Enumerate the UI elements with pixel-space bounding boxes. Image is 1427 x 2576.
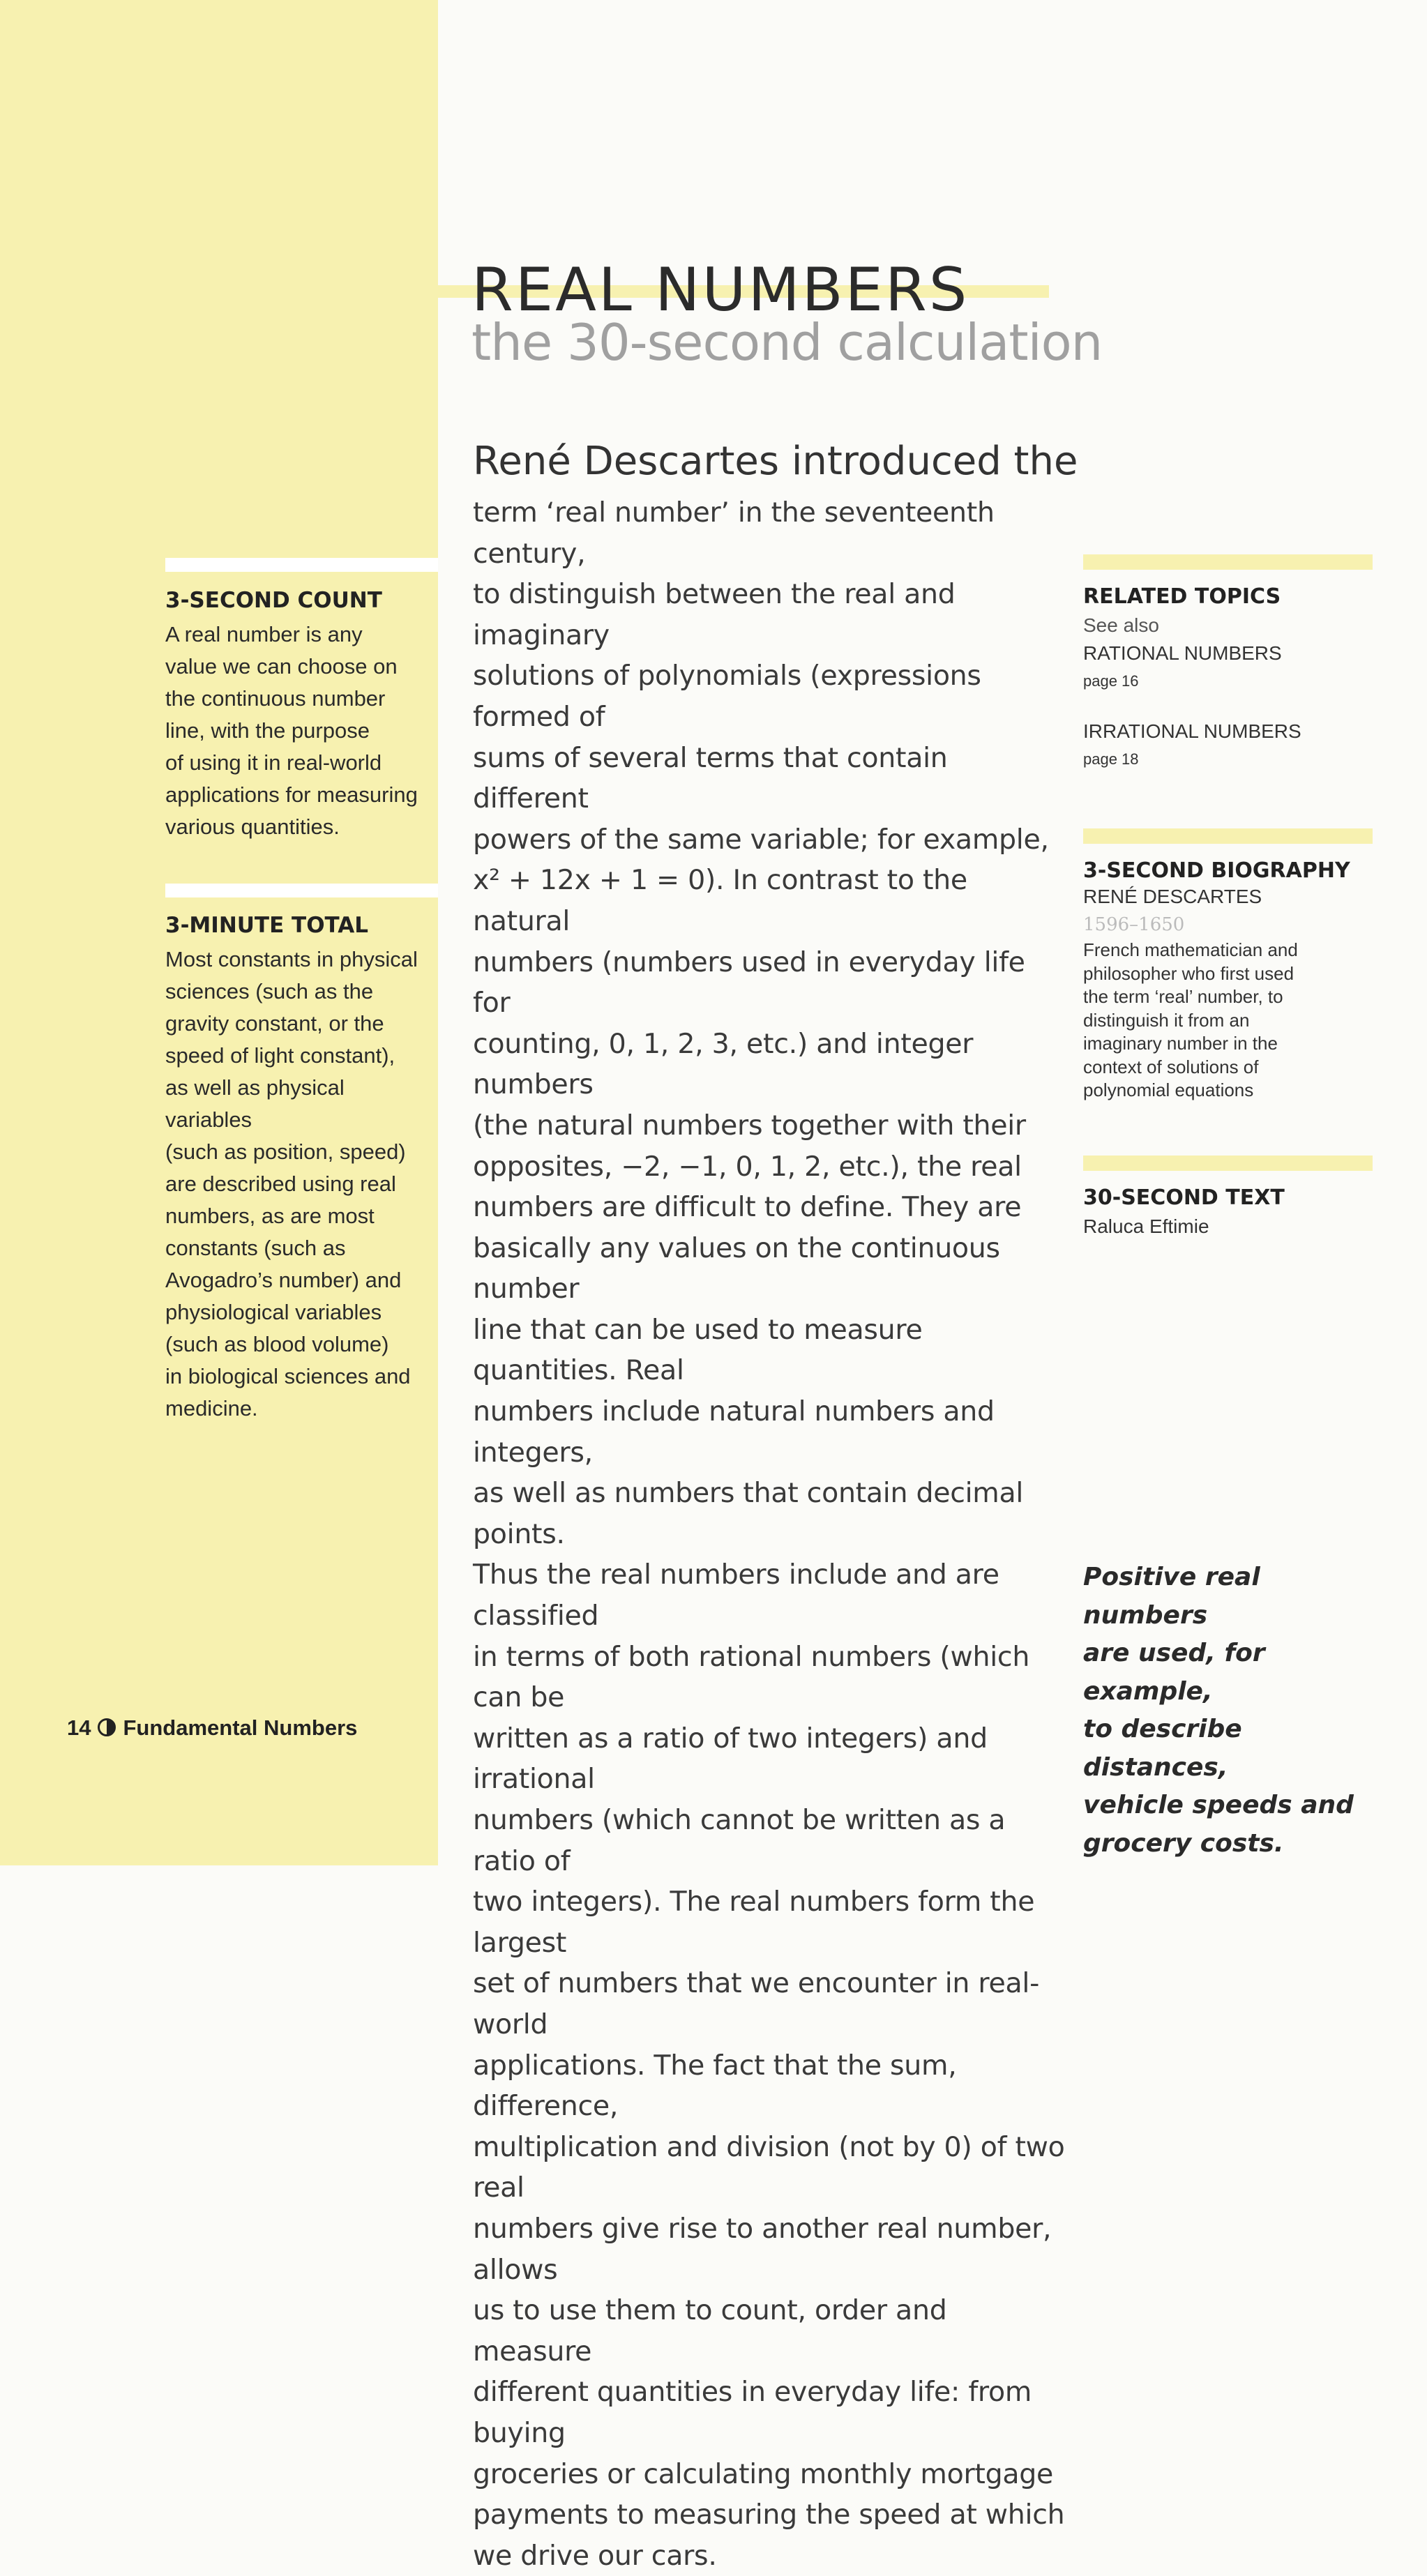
body-line: (the natural numbers together with their — [473, 1109, 1026, 1142]
text-author: Raluca Eftimie — [1083, 1215, 1209, 1237]
total-line: sciences (such as the — [165, 979, 374, 1003]
bio-line: French mathematician and — [1083, 939, 1298, 960]
total-line: (such as blood volume) — [165, 1332, 389, 1356]
body-line: term ‘real number’ in the seventeenth century, — [473, 497, 995, 570]
bio-line: philosopher who first used — [1083, 962, 1294, 984]
half-circle-icon — [98, 1718, 116, 1736]
image-caption — [1083, 1559, 1390, 1863]
caption-line: vehicle speeds and — [1083, 1791, 1354, 1819]
three-second-count — [165, 588, 430, 843]
total-line: (such as position, speed) — [165, 1139, 406, 1164]
body-line: in terms of both rational numbers (which can be — [473, 1640, 1030, 1714]
three-second-biography — [1083, 858, 1376, 1103]
caption-line: Positive real numbers — [1083, 1563, 1260, 1630]
bio-text — [1083, 939, 1376, 1103]
main-body-text — [473, 492, 1066, 2576]
body-line: sums of several terms that contain different — [473, 741, 948, 815]
count-line: line, with the purpose — [165, 718, 370, 743]
total-line: constants (such as — [165, 1236, 346, 1260]
related-link-rational[interactable]: RATIONAL NUMBERS — [1083, 642, 1282, 664]
bio-years: 1596–1650 — [1083, 914, 1185, 935]
related-page-rational: page 16 — [1083, 672, 1139, 690]
body-line: different quantities in everyday life: from buying — [473, 2376, 1032, 2449]
total-line: as well as physical variables — [165, 1075, 345, 1132]
total-line: physiological variables — [165, 1300, 382, 1324]
body-line: powers of the same variable; for example, — [473, 823, 1049, 856]
lead-sentence: René Descartes introduced the — [473, 439, 1078, 484]
body-line: multiplication and division (not by 0) of two real — [473, 2130, 1065, 2204]
bio-line: polynomial equations — [1083, 1079, 1254, 1100]
count-line: A real number is any — [165, 622, 363, 646]
caption-line: grocery costs. — [1083, 1828, 1284, 1858]
body-line: opposites, −2, −1, 0, 1, 2, etc.), the real — [473, 1150, 1022, 1183]
body-line: line that can be used to measure quantities. Real — [473, 1313, 923, 1387]
total-divider-bar — [165, 884, 438, 897]
body-line: written as a ratio of two integers) and irrational — [473, 1722, 988, 1796]
body-line: Thus the real numbers include and are classified — [473, 1559, 999, 1632]
body-line: set of numbers that we encounter in real-world — [473, 1967, 1040, 2040]
count-divider-bar — [165, 558, 438, 572]
total-line: numbers, as are most — [165, 1204, 375, 1228]
total-line: gravity constant, or the — [165, 1011, 384, 1036]
related-page-irrational: page 18 — [1083, 750, 1139, 768]
caption-line: are used, for example, — [1083, 1639, 1265, 1706]
count-text — [165, 619, 430, 843]
count-heading: 3-SECOND COUNT — [165, 588, 382, 613]
body-line: numbers give rise to another real number, allows — [473, 2212, 1052, 2286]
page-title: REAL NUMBERS — [471, 255, 969, 325]
see-also-label: See also — [1083, 614, 1159, 636]
bio-heading: 3-SECOND BIOGRAPHY — [1083, 858, 1350, 883]
related-topics — [1083, 584, 1376, 773]
body-line: to distinguish between the real and imaginary — [473, 578, 956, 651]
total-line: Avogadro’s number) and — [165, 1268, 402, 1292]
bio-line: the term ‘real’ number, to — [1083, 986, 1283, 1007]
count-line: the continuous number — [165, 686, 386, 711]
text-heading: 30-SECOND TEXT — [1083, 1185, 1285, 1210]
section-name: Fundamental Numbers — [123, 1715, 358, 1740]
body-line: basically any values on the continuous number — [473, 1232, 1000, 1305]
count-line: various quantities. — [165, 815, 340, 839]
page-subtitle: the 30-second calculation — [471, 313, 1103, 372]
body-line: counting, 0, 1, 2, 3, etc.) and integer numbers — [473, 1027, 974, 1101]
bio-line: imaginary number in the — [1083, 1033, 1278, 1054]
body-line: we drive our cars. — [473, 2539, 717, 2572]
related-divider-bar — [1083, 554, 1373, 570]
body-line: numbers (numbers used in everyday life for — [473, 946, 1025, 1020]
total-text — [165, 944, 430, 1425]
count-line: of using it in real-world — [165, 750, 382, 775]
page-number: 14 — [67, 1715, 91, 1740]
related-link-irrational[interactable]: IRRATIONAL NUMBERS — [1083, 720, 1301, 742]
body-line: groceries or calculating monthly mortgage — [473, 2457, 1054, 2490]
bio-line: context of solutions of — [1083, 1056, 1259, 1077]
body-line: numbers include natural numbers and integers, — [473, 1395, 995, 1469]
count-line: value we can choose on — [165, 654, 398, 679]
related-heading: RELATED TOPICS — [1083, 584, 1281, 609]
bio-line: distinguish it from an — [1083, 1009, 1250, 1031]
three-minute-total — [165, 913, 430, 1425]
body-line: solutions of polynomials (expressions formed of — [473, 660, 981, 733]
body-line: numbers are difficult to define. They are — [473, 1191, 1022, 1224]
body-line: two integers). The real numbers form the largest — [473, 1886, 1035, 1959]
total-line: are described using real — [165, 1172, 396, 1196]
count-line: applications for measuring — [165, 782, 418, 807]
body-line: applications. The fact that the sum, difference, — [473, 2049, 957, 2123]
body-line: as well as numbers that contain decimal points. — [473, 1477, 1024, 1550]
page-footer — [67, 1715, 357, 1741]
bio-name: RENÉ DESCARTES — [1083, 886, 1262, 907]
caption-line: to describe distances, — [1083, 1715, 1242, 1782]
total-heading: 3-MINUTE TOTAL — [165, 913, 369, 938]
body-line: numbers (which cannot be written as a ratio of — [473, 1804, 1006, 1877]
body-line: payments to measuring the speed at which — [473, 2499, 1065, 2531]
total-line: speed of light constant), — [165, 1043, 395, 1068]
thirty-second-text-credit — [1083, 1185, 1376, 1241]
total-line: medicine. — [165, 1396, 258, 1420]
total-line: Most constants in physical — [165, 947, 418, 971]
text-divider-bar — [1083, 1156, 1373, 1171]
body-line: x² + 12x + 1 = 0). In contrast to the natural — [473, 864, 967, 937]
body-line: us to use them to count, order and measure — [473, 2294, 947, 2367]
bio-divider-bar — [1083, 828, 1373, 844]
total-line: in biological sciences and — [165, 1364, 411, 1388]
